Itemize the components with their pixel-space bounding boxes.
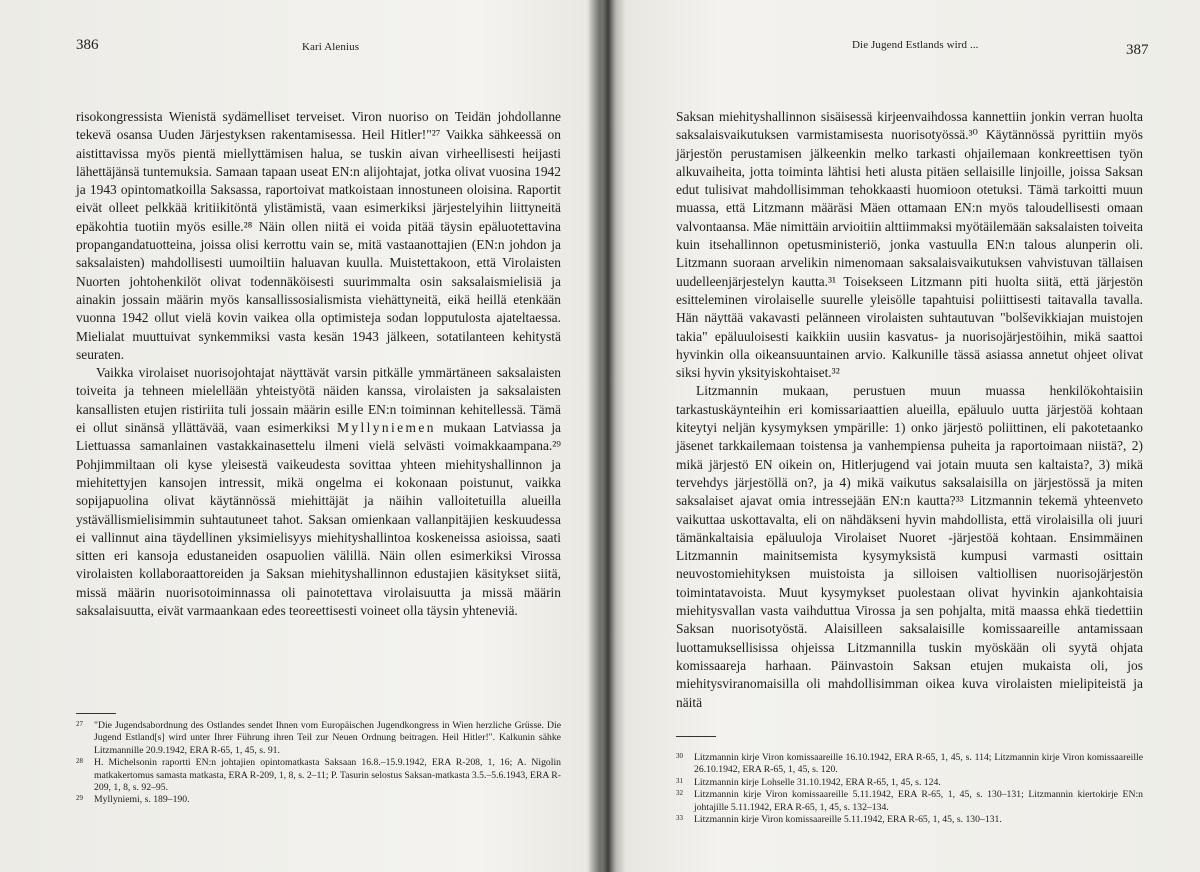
footnote-number: 28 [76,757,83,766]
paragraph: Saksan miehityshallinnon sisäisessä kirjeenvaihdossa kannettiin jonkin verran huolta saksalaisvaikutuksen varmistamisesta nuorisotyössä.³⁰ Käytännössä pyrittiin myös järjestön perustamisen jälkeenkin melko tarkasti ohjailemaan konkreettisen työn alkuvaiheita, jotta toiminta lähtisi heti alusta pitäen sellaisille linjoille, joissa Saksan edut tulisivat mahdollisimman tehokkaasti huomioon otetuksi. Tämä tarkoitti muun muassa, että Litzmann määräsi Mäen ottamaan EN:n myös taloudellisesti omaan valvontaansa. Mäe nimittäin arvioitiin alttiimmaksi myötäilemään saksalaisten toiveita kuin itsehallinnon opetusministeriö, jonka vastuulla EN:n talous alunperin oli. Litzmann suoraan arvelikin nimenomaan saksalaisvaikutuksen vahvistuvan tällaisen uudelleenjärjestelyn kautta.³¹ Toisekseen Litzmann piti huolta siitä, että järjestön esitteleminen virolaiselle suurelle yleisölle tapahtuisi poliittisesti taitavalla tavalla. Hän näyttää vakavasti pelänneen virolaisten suhtautuvan "bolševikkiajan muistojen takia" epäluuloisesti kaikkiin uusiin kasvatus- ja nuorisojärjestöihin, mikä saattoi hyvinkin olla oikeansuuntainen arvio. Kalkunille tässä asiassa annetut ohjeet olivat siksi hyvin yksityiskohtaiset.³² [676,109,1143,381]
footnote [76,794,561,806]
footnote [76,720,561,757]
footnote-number: 32 [676,789,683,798]
footnote-text: Litzmannin kirje Viron komissaareille 5.11.1942, ERA R-65, 1, 45, s. 130–131. [694,814,1002,826]
spaced-author-name: Myllyniemen [337,420,436,436]
paragraph: risokongressista Wienistä sydämelliset terveiset. Viron nuoriso on Teidän johdollanne tekevä osansa Uuden Järjestyksen rakentamisessa. Heil Hitler!"²⁷ Vaikka sähkeessä on aistittavissa myös pientä miellyttämisen halua, se tuskin aivan virheellisesti heijasti lähettäjänsä tuntemuksia. Samaan tapaan useat EN:n alijohtajat, jotka olivat vuosina 1942 ja 1943 opintomatkoilla Saksassa, raportoivat matkoistaan innostuneen oloisina. Raportit eivät olleet pelkkää kritiikitöntä ylistämistä, vaan esimerkiksi järjestelyihin liittyneitä epäkohtia tuotiin myös esille.²⁸ Näin ollen niitä ei voida pitää täysin epäluotettavina propangandatuotteina, joissa olisi kerrottu vain se, mitä vastaanottajien (EN:n johdon ja saksalaisten) mahdollisesti uumoiltiin haluavan kuulla. Muistettakoon, että Virolaisten Nuorten johtohenkilöt olivat todennäköisesti suurimmalta osin saksalaismielisiä ja ainakin jossain määrin myös kansallissosialismista viehättyneitä, eikä heillä etenkään vuonna 1942 ollut vielä kovin vaikea olla optimisteja sodan lopputulosta ajateltaessa. Mielialat muuttuivat synkemmiksi vasta kesän 1943 jälkeen, sotatilanteen kehitystä seuraten. [76,109,561,362]
footnote-text: Myllyniemi, s. 189–190. [94,794,190,806]
footnotes-right [676,752,1143,826]
right-page [618,0,1200,872]
footnote-rule [76,713,116,714]
footnote-text: H. Michelsonin raportti EN:n johtajien opintomatkasta Saksaan 16.8.–15.9.1942, ERA R-208, 1, 16; A. Nigolin matkakertomus samasta matkasta, ERA R-209, 1, 8, s. 2–11; P. Tasurin selostus Saksan-matkasta 3.5.–5.6.1943, ERA R-209, 1, 8, s. 92–95. [94,757,561,794]
footnote-text: "Die Jugendsabordnung des Ostlandes sendet Ihnen vom Europäischen Jugendkongress in Wien herzliche Grüsse. Die Jugend Estland[s] wird unter Ihrer Führung ihren Teil zur Neuen Ordnung beitragen. Heil Hitler!". Kalkunin sähke Litzmannille 20.9.1942, ERA R-65, 1, 45, s. 91. [94,720,561,756]
paragraph-text: mukaan Latviassa ja Liettuassa samanlainen vastakkainasettelu ilmeni vielä selvästi voimakkaampana.²⁹ Pohjimmiltaan oli kyse yleisestä vaikeudesta sovittaa yhteen miehityshallinnon ja miehitettyjen kansojen intressit, mikä ongelma ei kokonaan poistunut, vaikka sopijapuolina olivat käytännössä miehittäjät ja näihin valloitetuilla alueilla ystävällismielisimmin suhtautuneet tahot. Saksan omienkaan vallanpitäjien keskuudessa ei vallinnut aina täydellinen yksimielisyys miehityshallintoa koskeneissa asioissa, saati sitten eri kansoja edustaneiden osapuolien välillä. Näin ollen esimerkiksi Virossa virolaisten kollaboraattoreiden ja Saksan miehityshallinnon edustajien käsitykset siitä, missä määrin nuorisotoiminnassa oli painotettava virolaisuutta ja missä määrin saksalaisuutta, eivät varmaankaan edes teoreettisesti voineet olla täysin yhteneviä. [76,420,562,619]
footnote-text: Litzmannin kirje Viron komissaareille 5.11.1942, ERA R-65, 1, 45, s. 130–131; Litzmannin kiertokirje EN:n johtajille 5.11.1942, ERA R-65, 1, 45, s. 132–134. [694,789,1143,813]
page-number-left: 386 [76,37,99,53]
footnote-number: 30 [676,752,683,760]
footnote-number: 29 [76,794,83,803]
body-text-left [76,108,561,620]
running-head-right: Die Jugend Estlands wird ... [852,39,979,51]
footnote [676,777,1143,789]
left-page [0,0,598,872]
paragraph [76,364,561,620]
footnote-number: 27 [76,720,83,728]
page-number-right: 387 [1126,42,1149,58]
footnote [676,814,1143,826]
footnotes-left [76,720,561,807]
running-head-left: Kari Alenius [302,41,360,53]
footnote-text: Litzmannin kirje Lohselle 31.10.1942, ERA R-65, 1, 45, s. 124. [694,776,941,788]
footnote [76,757,561,794]
footnote [676,789,1143,814]
footnote [676,752,1143,777]
footnote-number: 33 [676,814,683,823]
body-text-right [676,108,1143,712]
paragraph-text: Vaikka virolaiset nuorisojohtajat näyttävät varsin pitkälle ymmärtäneen saksalaisten toiveita ja tehneen mielellään yhteistyötä näiden kanssa, virolaisten ja saksalaisten kansallisten etujen ristiriita tuli jossain määrin esille EN:n toiminnan kehitellessä. Tämä ei ollut sinänsä yllättävää, vaan esimerkiksi [76,365,561,436]
footnote-text: Litzmannin kirje Viron komissaareille 16.10.1942, ERA R-65, 1, 45, s. 114; Litzmannin kirje Viron komissaareille 26.10.1942, ERA R-65, 1, 45, s. 120. [694,752,1143,776]
footnote-rule [676,736,716,737]
footnote-number: 31 [676,776,683,785]
paragraph: Litzmannin mukaan, perustuen muun muassa henkilökohtaisiin tarkastuskäynteihin eri komissariaattien alueilla, epäluulo uutta järjestöä kohtaan kiteytyi neljän kysymyksen ympärille: 1) onko järjestö poliittinen, eli pakotetaanko jäsenet tarkkailemaan toistensa ja vanhempiensa puheita ja raportoimaan niistä?, 2) mikä järjestö EN oikein on, Hitlerjugend vai jotain muuta sen kaltaista?, 3) mikä tervehdys järjestöllä on?, ja 4) mikä vaikutus saksalaisilla on järjestössä ja miten saksalaiset ajavat omia intressejään EN:n kautta?³³ Litzmannin tekemä yhteenveto vaikuttaa uskottavalta, eli on nähdäkseni hyvin mahdollista, että virolaisilla oli juuri tämänkaltaisia epäluuloja Virolaiset Nuoret -järjestöä kohtaan. Ensimmäinen Litzmannin mainitsemista kysymyksistä kumpusi varmasti osittain neuvostomiehityksen muistoista ja silloisen valtiollisen nuorisojärjestön toimintatavoista. Muut kysymykset puolestaan olivat hyvinkin ajankohtaisia miehitysvallan vasta vaihduttua Virossa ja sen pohjalta, mitä maassa ehkä tiedettiin Saksan nuorisotyöstä. Alaisilleen saksalaisille komissaareille antamissaan luottamuksellisissa ohjeissa Litzmannilla tuskin myöskään oli syytä ohjata komissaareja harhaan. Päinvastoin Saksan etujen mukaista oli, jos miehitysviranomaisilla oli mahdollisimman oikea kuva virolaisten mielipiteistä ja näitä [676,383,1143,710]
